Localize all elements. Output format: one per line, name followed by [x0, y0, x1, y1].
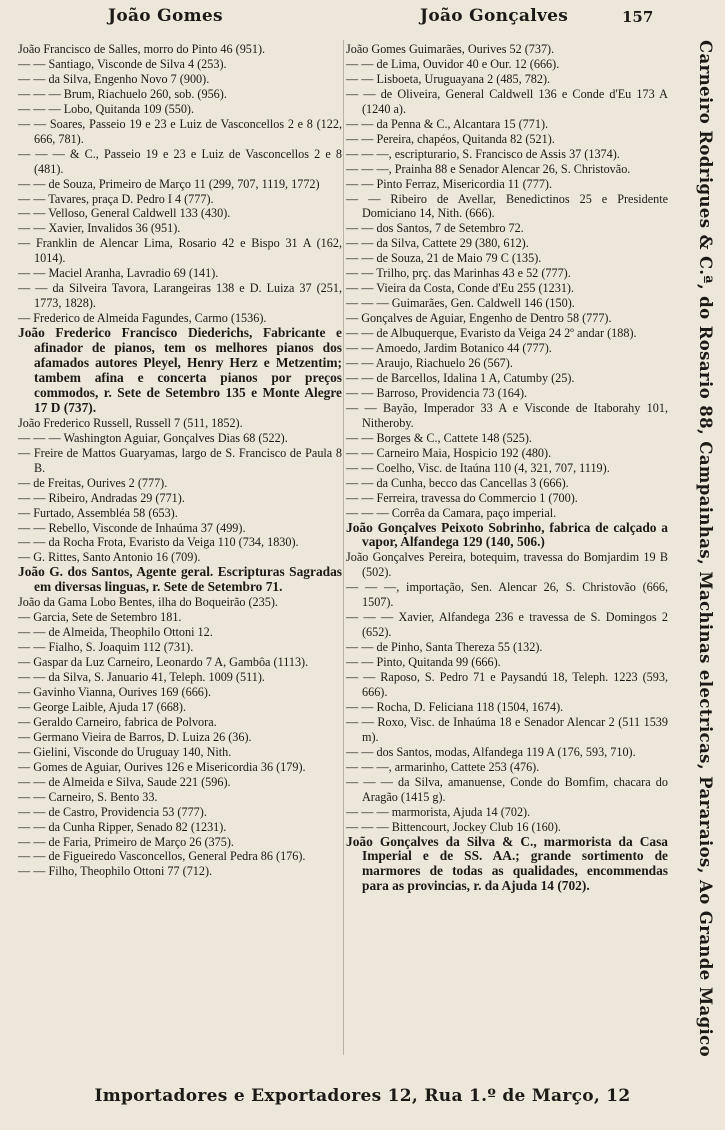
directory-entry: — Frederico de Almeida Fagundes, Carmo (1536). — [18, 311, 267, 326]
directory-entry: — — de Castro, Providencia 53 (777). — [18, 804, 207, 819]
directory-entry: — — — Xavier, Alfandega 236 e travessa de S. Domingos 2 (652). — [346, 610, 668, 640]
directory-entry: — — Soares, Passeio 19 e 23 e Luiz de Vasconcellos 2 e 8 (122, 666, 781). — [18, 116, 342, 146]
directory-entry: — Gonçalves de Aguiar, Engenho de Dentro 58 (777). — [346, 311, 612, 326]
directory-entry: — Geraldo Carneiro, fabrica de Polvora. — [18, 714, 217, 729]
directory-entry: — Gomes de Aguiar, Ourives 126 e Misericordia 36 (179). — [18, 759, 306, 774]
directory-entry: — — Tavares, praça D. Pedro I 4 (777). — [18, 191, 214, 206]
directory-entry: — — —, importação, Sen. Alencar 26, S. Christovão (666, 1507). — [346, 580, 668, 610]
directory-entry: — — Velloso, General Caldwell 133 (430). — [18, 206, 231, 221]
directory-entry: — — de Faria, Primeiro de Março 26 (375). — [18, 834, 234, 849]
directory-entry: — de Freitas, Ourives 2 (777). — [18, 475, 168, 490]
directory-entry: João Frederico Russell, Russell 7 (511, 1852). — [18, 415, 243, 430]
directory-entry: — — da Silva, Cattete 29 (380, 612). — [346, 236, 529, 251]
left-column — [18, 42, 342, 1057]
directory-entry: — — Carneiro Maia, Hospicio 192 (480). — [346, 445, 552, 460]
directory-entry: — — Pereira, chapéos, Quitanda 82 (521). — [346, 131, 555, 146]
right-running-head: João Gonçalves — [420, 6, 569, 26]
directory-entry-advert: João Gonçalves da Silva & C., marmorista da Casa Imperial e de SS. AA.; grande sortimento de marmores de todas as qualidades, encommendas para as provincias, r. da Ajuda 14 (702). — [346, 833, 668, 894]
directory-entry: — — de Figueiredo Vasconcellos, General Pedra 86 (176). — [18, 849, 306, 864]
page-number: 157 — [622, 8, 654, 26]
directory-entry: — — da Rocha Frota, Evaristo da Veiga 110 (734, 1830). — [18, 535, 299, 550]
directory-entry: — — Rocha, D. Feliciana 118 (1504, 1674). — [346, 699, 564, 714]
directory-entry: — — da Cunha, becco das Cancellas 3 (666). — [346, 475, 569, 490]
directory-entry: — Gaspar da Luz Carneiro, Leonardo 7 A, Gambôa (1113). — [18, 655, 309, 670]
directory-entry: — — Raposo, S. Pedro 71 e Paysandú 18, Teleph. 1223 (593, 666). — [346, 670, 668, 699]
directory-entry: João Gomes Guimarães, Ourives 52 (737). — [346, 42, 555, 56]
directory-entry: — George Laible, Ajuda 17 (668). — [18, 699, 186, 714]
directory-entry: João Francisco de Salles, morro do Pinto 46 (951). — [18, 42, 266, 56]
directory-entry: — Freire de Mattos Guaryamas, largo de S. Francisco de Paula 8 B. — [18, 445, 342, 475]
left-running-head: João Gomes — [108, 6, 223, 26]
directory-entry: — Garcia, Sete de Setembro 181. — [18, 610, 182, 625]
directory-entry: — — — Lobo, Quitanda 109 (550). — [18, 101, 195, 116]
directory-entry: — — Ribeiro de Avellar, Benedictinos 25 e Presidente Domiciano 14, Nith. (666). — [346, 191, 668, 221]
page-footer: Importadores e Exportadores 12, Rua 1.º de Março, 12 — [94, 1086, 631, 1106]
directory-entry: — — da Silva, Engenho Novo 7 (900). — [18, 71, 210, 86]
directory-entry: — — Filho, Theophilo Ottoni 77 (712). — [18, 864, 213, 879]
directory-entry: — — — Corrêa da Camara, paço imperial. — [346, 505, 557, 520]
directory-entry: — — —, escripturario, S. Francisco de Assis 37 (1374). — [346, 146, 620, 161]
directory-entry: — — Carneiro, S. Bento 33. — [18, 789, 158, 804]
directory-entry: — — de Lima, Ouvidor 40 e Our. 12 (666). — [346, 56, 560, 71]
directory-entry: João da Gama Lobo Bentes, ilha do Boqueirão (235). — [18, 595, 278, 610]
directory-entry: — Furtado, Assembléa 58 (653). — [18, 505, 178, 520]
directory-entry: — — Trilho, prç. das Marinhas 43 e 52 (777). — [346, 266, 571, 281]
directory-entry: — — Bayão, Imperador 33 A e Visconde de Itaborahy 101, Nitheroby. — [346, 400, 668, 430]
directory-entry: — — Borges & C., Cattete 148 (525). — [346, 430, 532, 445]
directory-entry: — — de Albuquerque, Evaristo da Veiga 24 2º andar (188). — [346, 326, 637, 341]
directory-entry: — — — & C., Passeio 19 e 23 e Luiz de Vasconcellos 2 e 8 (481). — [18, 146, 342, 176]
directory-entry: — — Roxo, Visc. de Inhaúma 18 e Senador Alencar 2 (511 1539 m). — [346, 714, 668, 744]
directory-entry: — — — Guimarães, Gen. Caldwell 146 (150). — [346, 296, 575, 311]
right-column — [346, 42, 668, 1057]
directory-entry-advert: João Frederico Francisco Diederichs, Fabricante e afinador de pianos, tem os melhores pianos dos afamados autores Pleyel, Henry Herz e Metzentim; tambem afina e concerta pianos por preços commodos, r. Sete de Setembro 135 e Monte Alegre 17 D (737). — [18, 325, 342, 415]
directory-entry: — Franklin de Alencar Lima, Rosario 42 e Bispo 31 A (162, 1014). — [18, 236, 342, 266]
directory-entry: — — de Barcellos, Idalina 1 A, Catumby (25). — [346, 370, 575, 385]
directory-entry: — — da Cunha Ripper, Senado 82 (1231). — [18, 819, 227, 834]
vertical-advertisement-text: Carneiro Rodrigues & C.ª, do Rosario 88, Campainhas, Machinas electricas, Pararaios, Ao Grande Magico — [696, 40, 715, 1058]
directory-entry: — — de Pinho, Santa Thereza 55 (132). — [346, 640, 543, 655]
directory-entry: — — — Washington Aguiar, Gonçalves Dias 68 (522). — [18, 430, 288, 445]
directory-entry: — — Amoedo, Jardim Botanico 44 (777). — [346, 341, 552, 356]
directory-entry: — — — marmorista, Ajuda 14 (702). — [346, 804, 531, 819]
directory-entry: — — Barroso, Providencia 73 (164). — [346, 385, 528, 400]
directory-entry: — Gavinho Vianna, Ourives 169 (666). — [18, 684, 211, 699]
column-divider — [343, 40, 344, 1055]
directory-entry: — — dos Santos, modas, Alfandega 119 A (176, 593, 710). — [346, 744, 636, 759]
directory-entry: — — de Almeida e Silva, Saude 221 (596). — [18, 774, 231, 789]
directory-entry: — — Lisboeta, Uruguayana 2 (485, 782). — [346, 71, 551, 86]
directory-entry: — — Maciel Aranha, Lavradio 69 (141). — [18, 266, 219, 281]
directory-entry: — Gielini, Visconde do Uruguay 140, Nith. — [18, 744, 232, 759]
directory-entry: — — —, armarinho, Cattete 253 (476). — [346, 759, 540, 774]
directory-entry: — — Araujo, Riachuelo 26 (567). — [346, 356, 513, 371]
directory-entry: — — — Bittencourt, Jockey Club 16 (160). — [346, 819, 561, 834]
directory-entry: — — dos Santos, 7 de Setembro 72. — [346, 221, 524, 236]
directory-entry: — — Xavier, Invalidos 36 (951). — [18, 221, 181, 236]
directory-entry-advert: João G. dos Santos, Agente geral. Escripturas Sagradas em diversas linguas, r. Sete de Setembro 71. — [18, 564, 342, 595]
page-header — [0, 4, 725, 30]
directory-entry: — — de Oliveira, General Caldwell 136 e Conde d'Eu 173 A (1240 a). — [346, 86, 668, 116]
directory-entry: João Gonçalves Pereira, botequim, travessa do Bomjardim 19 B (502). — [346, 550, 668, 580]
directory-entry: — — Santiago, Visconde de Silva 4 (253). — [18, 56, 227, 71]
directory-entry: — — Coelho, Visc. de Itaúna 110 (4, 321, 707, 1119). — [346, 460, 610, 475]
directory-entry: — — de Almeida, Theophilo Ottoni 12. — [18, 625, 213, 640]
directory-entry: — — Fialho, S. Joaquim 112 (731). — [18, 640, 194, 655]
directory-entry: — — de Souza, Primeiro de Março 11 (299, 707, 1119, 1772) — [18, 176, 320, 191]
directory-entry: — — — Brum, Riachuelo 260, sob. (956). — [18, 86, 227, 101]
directory-entry: — — — da Silva, amanuense, Conde do Bomfim, chacara do Aragão (1415 g). — [346, 774, 668, 804]
directory-entry: — — da Penna & C., Alcantara 15 (771). — [346, 116, 549, 131]
directory-entry-advert: João Gonçalves Peixoto Sobrinho, fabrica de calçado a vapor, Alfandega 129 (140, 506.) — [346, 519, 668, 550]
directory-entry: — — —, Prainha 88 e Senador Alencar 26, S. Christovão. — [346, 161, 631, 176]
directory-entry: — — de Souza, 21 de Maio 79 C (135). — [346, 251, 542, 266]
directory-entry: — G. Rittes, Santo Antonio 16 (709). — [18, 550, 201, 565]
vertical-advertisement — [676, 40, 720, 1060]
directory-entry: — — da Silva, S. Januario 41, Teleph. 1009 (511). — [18, 670, 265, 685]
directory-entry: — — Vieira da Costa, Conde d'Eu 255 (1231). — [346, 281, 575, 296]
directory-entry: — — da Silveira Tavora, Larangeiras 138 e D. Luiza 37 (251, 1773, 1828). — [18, 281, 342, 311]
directory-entry: — Germano Vieira de Barros, D. Luiza 26 (36). — [18, 729, 252, 744]
directory-entry: — — Rebello, Visconde de Inhaúma 37 (499). — [18, 520, 246, 535]
directory-entry: — — Pinto, Quitanda 99 (666). — [346, 655, 501, 670]
directory-entry: — — Pinto Ferraz, Misericordia 11 (777). — [346, 176, 553, 191]
directory-entry: — — Ferreira, travessa do Commercio 1 (700). — [346, 490, 578, 505]
directory-entry: — — Ribeiro, Andradas 29 (771). — [18, 490, 185, 505]
